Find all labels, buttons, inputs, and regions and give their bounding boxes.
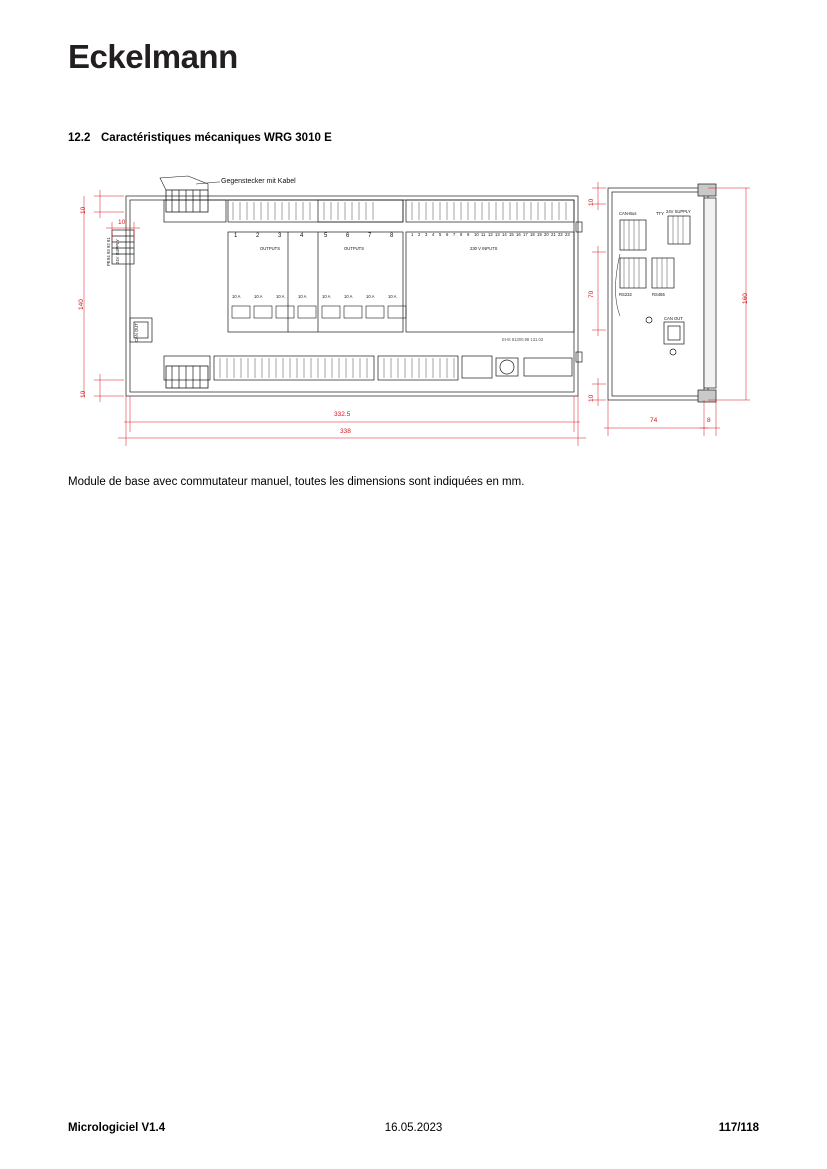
output-number-6: 6 bbox=[346, 233, 350, 239]
label-supply-terminal-5: PE bbox=[106, 260, 111, 266]
label-inputs: 230 V INPUTS bbox=[470, 246, 498, 251]
input-number-20: 20 bbox=[544, 232, 549, 237]
output-rating-2: 10 A bbox=[254, 294, 263, 299]
footer-firmware-version: Micrologiciel V1.4 bbox=[68, 1122, 166, 1134]
output-rating-5: 10 A bbox=[322, 294, 331, 299]
input-number-23: 23 bbox=[565, 232, 570, 237]
output-number-7: 7 bbox=[368, 233, 372, 239]
output-rating-4: 10 A bbox=[298, 294, 307, 299]
input-number-21: 21 bbox=[551, 232, 556, 237]
label-outputs-2: OUTPUTS bbox=[344, 246, 365, 251]
dimension-front-top-left-horizontal: 10 bbox=[118, 219, 126, 226]
input-number-6: 6 bbox=[446, 232, 449, 237]
dimension-front-left-height: 140 bbox=[78, 299, 85, 310]
page-title bbox=[68, 132, 332, 144]
input-number-2: 2 bbox=[418, 232, 421, 237]
footer-date: 16.05.2023 bbox=[384, 1122, 443, 1134]
input-number-9: 9 bbox=[467, 232, 470, 237]
input-number-10: 10 bbox=[474, 232, 479, 237]
input-number-3: 3 bbox=[425, 232, 428, 237]
dimension-side-middle: 70 bbox=[588, 290, 595, 298]
input-number-22: 22 bbox=[558, 232, 563, 237]
label-side-supply: 24V SUPPLY bbox=[666, 209, 691, 214]
input-number-17: 17 bbox=[523, 232, 528, 237]
output-rating-1: 10 A bbox=[232, 294, 241, 299]
output-rating-3: 10 A bbox=[276, 294, 285, 299]
label-supply-terminal-2: 92 bbox=[106, 243, 111, 248]
dimension-side-height: 160 bbox=[742, 293, 749, 304]
output-number-4: 4 bbox=[300, 233, 304, 239]
label-part-number: EHS 81300.88 131.02 bbox=[502, 337, 544, 342]
label-supply-terminal-4: 94 bbox=[106, 255, 111, 260]
dimension-side-top: 10 bbox=[588, 198, 595, 206]
label-outputs-1: OUTPUTS bbox=[260, 246, 281, 251]
dimension-front-top-left-vertical: 10 bbox=[80, 206, 87, 214]
output-rating-7: 10 A bbox=[366, 294, 375, 299]
output-number-8: 8 bbox=[390, 233, 394, 239]
section-title: Caractéristiques mécaniques WRG 3010 E bbox=[101, 132, 332, 144]
output-rating-8: 10 A bbox=[388, 294, 397, 299]
output-number-3: 3 bbox=[278, 233, 282, 239]
output-number-5: 5 bbox=[324, 233, 328, 239]
input-number-14: 14 bbox=[502, 232, 507, 237]
input-number-5: 5 bbox=[439, 232, 442, 237]
label-power-supply: 24V SUPPLY bbox=[115, 239, 120, 264]
label-tty: TTY bbox=[656, 211, 664, 216]
input-number-4: 4 bbox=[432, 232, 435, 237]
brand-logo: Eckelmann bbox=[68, 38, 238, 75]
input-number-18: 18 bbox=[530, 232, 535, 237]
label-supply-terminal-3: 93 bbox=[106, 249, 111, 254]
input-number-7: 7 bbox=[453, 232, 456, 237]
label-supply-terminal-1: 91 bbox=[106, 237, 111, 242]
input-number-11: 11 bbox=[481, 232, 486, 237]
page-footer bbox=[0, 1122, 827, 1142]
input-number-16: 16 bbox=[516, 232, 521, 237]
dimension-side-width: 74 bbox=[650, 417, 658, 424]
input-number-13: 13 bbox=[495, 232, 500, 237]
label-side-can-out: CAN OUT bbox=[664, 316, 683, 321]
dimension-side-depth: 8 bbox=[707, 417, 711, 424]
dimension-side-bottom: 10 bbox=[588, 394, 595, 402]
technical-drawing bbox=[68, 170, 760, 455]
input-number-12: 12 bbox=[488, 232, 493, 237]
section-number: 12.2 bbox=[68, 132, 91, 144]
dimension-front-width-outer: 338 bbox=[340, 428, 351, 435]
output-rating-6: 10 A bbox=[344, 294, 353, 299]
input-number-8: 8 bbox=[460, 232, 463, 237]
figure-caption: Module de base avec commutateur manuel, toutes les dimensions sont indiquées en mm. bbox=[68, 476, 525, 488]
dimension-front-width-inner: 332.5 bbox=[334, 411, 351, 418]
label-rs485: RS485 bbox=[652, 292, 665, 297]
label-can-out: CAN OUT bbox=[134, 323, 139, 342]
output-number-2: 2 bbox=[256, 233, 260, 239]
input-number-15: 15 bbox=[509, 232, 514, 237]
annotation-gegenstecker: Gegenstecker mit Kabel bbox=[221, 178, 296, 185]
footer-page-number: 117/118 bbox=[718, 1122, 759, 1134]
input-number-1: 1 bbox=[411, 232, 414, 237]
label-rs232: RS232 bbox=[619, 292, 632, 297]
label-can-bus: CAN-Bus bbox=[619, 211, 637, 216]
dimension-front-bottom-left-vertical: 10 bbox=[80, 390, 87, 398]
input-number-19: 19 bbox=[537, 232, 542, 237]
output-number-1: 1 bbox=[234, 233, 238, 239]
